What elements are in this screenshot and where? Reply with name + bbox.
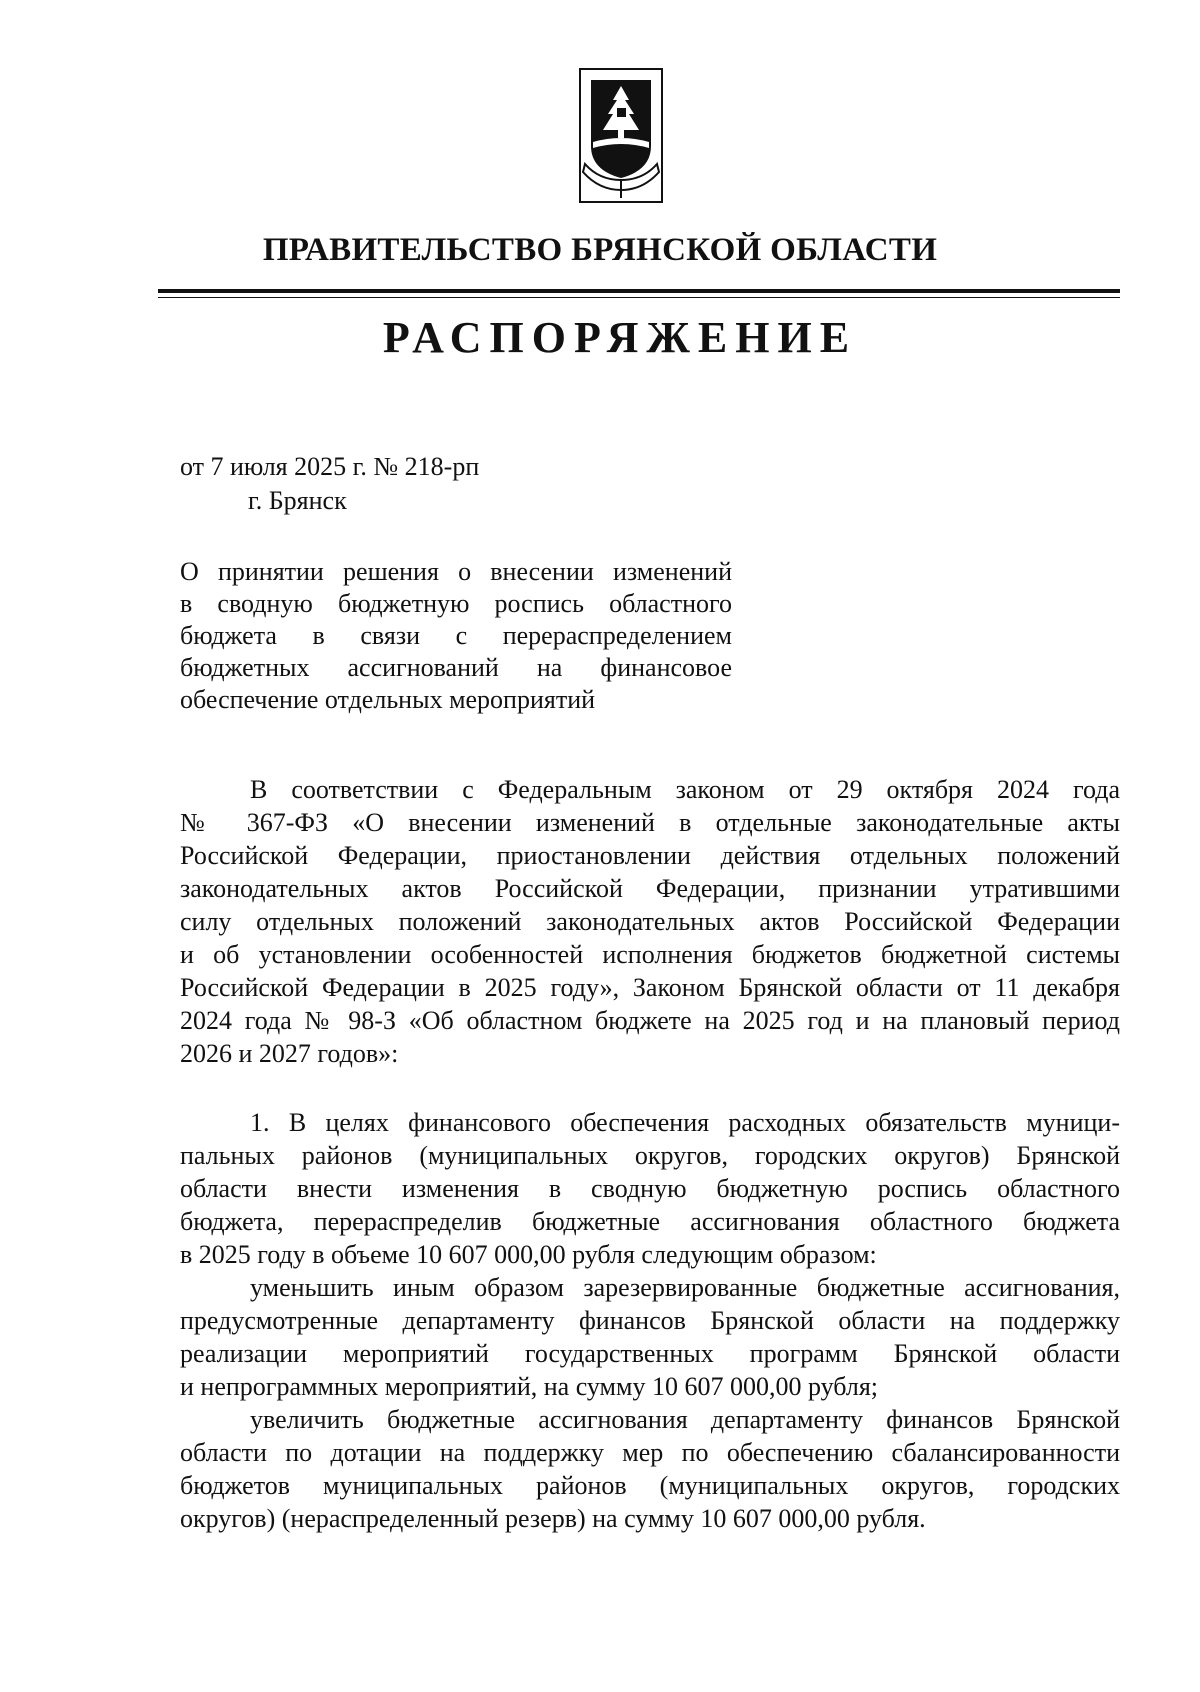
preamble-line: силу отдельных положений законодательных актов Российской Федерации <box>180 907 1120 936</box>
item-1-line: округов) (нераспределенный резерв) на сумму 10 607 000,00 рубля. <box>180 1504 926 1533</box>
item-1-line: увеличить бюджетные ассигнования департаменту финансов Брянской <box>250 1405 1120 1434</box>
subject-line: обеспечение отдельных мероприятий <box>180 685 596 714</box>
item-1-line: бюджета, перераспределив бюджетные ассигнования областного бюджета <box>180 1207 1120 1236</box>
preamble-line: № 367-ФЗ «О внесении изменений в отдельные законодательные акты <box>180 808 1120 837</box>
preamble-line: и об установлении особенностей исполнения бюджетов бюджетной системы <box>180 940 1120 969</box>
header-rule-thick <box>158 289 1120 293</box>
subject-line: бюджета в связи с перераспределением <box>180 621 732 650</box>
item-1-line: 1. В целях финансового обеспечения расходных обязательств муници- <box>250 1108 1120 1137</box>
document-city: г. Брянск <box>248 486 347 515</box>
item-1-line: уменьшить иным образом зарезервированные бюджетные ассигнования, <box>250 1273 1120 1302</box>
item-1-line: предусмотренные департаменту финансов Брянской области на поддержку <box>180 1306 1120 1335</box>
document-type-heading: РАСПОРЯЖЕНИЕ <box>382 313 858 362</box>
preamble-line: законодательных актов Российской Федерации, признании утратившими <box>180 874 1120 903</box>
preamble-line: В соответствии с Федеральным законом от 29 октября 2024 года <box>250 775 1120 804</box>
item-1-line: области внести изменения в сводную бюджетную роспись областного <box>180 1174 1120 1203</box>
subject-line: О принятии решения о внесении изменений <box>180 557 732 586</box>
document-date-number: от 7 июля 2025 г. № 218-рп <box>180 452 480 481</box>
item-1-line: области по дотации на поддержку мер по обеспечению сбалансированности <box>180 1438 1120 1467</box>
item-1-line: пальных районов (муниципальных округов, городских округов) Брянской <box>180 1141 1120 1170</box>
preamble-line: Российской Федерации в 2025 году», Законом Брянской области от 11 декабря <box>180 973 1120 1002</box>
item-1-line: бюджетов муниципальных районов (муниципальных округов, городских <box>180 1471 1120 1500</box>
item-1-line: и непрограммных мероприятий, на сумму 10 607 000,00 рубля; <box>180 1372 879 1401</box>
item-1-line: реализации мероприятий государственных программ Брянской области <box>180 1339 1120 1368</box>
preamble-line: 2026 и 2027 годов»: <box>180 1039 399 1068</box>
header-rule-thin <box>158 297 1120 298</box>
coat-of-arms-emblem <box>579 68 663 203</box>
preamble-line: Российской Федерации, приостановлении действия отдельных положений <box>180 841 1120 870</box>
government-title: ПРАВИТЕЛЬСТВО БРЯНСКОЙ ОБЛАСТИ <box>262 232 938 268</box>
subject-line: бюджетных ассигнований на финансовое <box>180 653 732 682</box>
preamble-line: 2024 года № 98-З «Об областном бюджете на 2025 год и на плановый период <box>180 1006 1120 1035</box>
item-1-line: в 2025 году в объеме 10 607 000,00 рубля следующим образом: <box>180 1240 877 1269</box>
subject-line: в сводную бюджетную роспись областного <box>180 589 732 618</box>
